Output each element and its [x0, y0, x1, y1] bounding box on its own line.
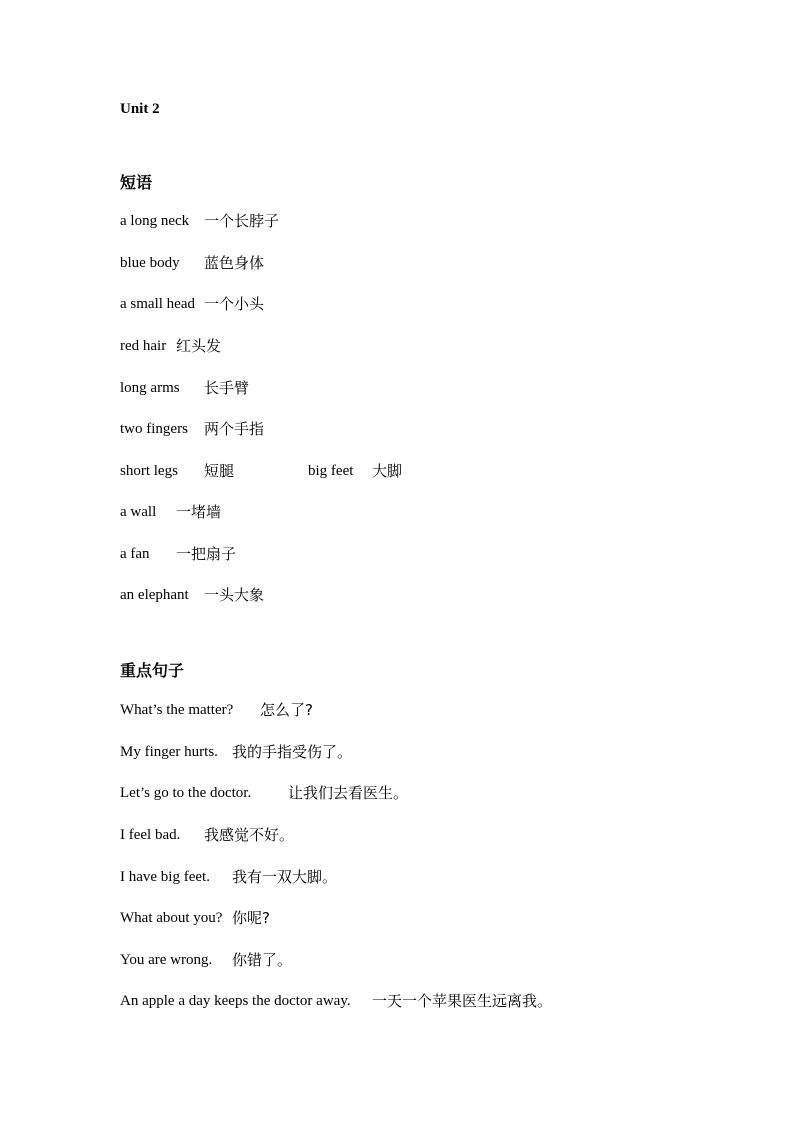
- phrase-chinese: 一个小头: [204, 295, 265, 313]
- phrase-chinese: 红头发: [176, 337, 222, 355]
- phrase-chinese: 一头大象: [204, 586, 265, 604]
- sentences-heading: 重点句子: [120, 661, 185, 680]
- phrase-english: blue body: [120, 255, 180, 271]
- sentence-english: My finger hurts.: [120, 744, 218, 760]
- phrase-english: big feet: [308, 463, 354, 479]
- sentence-chinese: 我有一双大脚。: [232, 868, 338, 886]
- phrase-chinese: 两个手指: [204, 420, 265, 438]
- phrases-heading: 短语: [120, 173, 153, 192]
- phrase-english: short legs: [120, 463, 178, 479]
- sentence-chinese: 怎么了?: [260, 701, 313, 719]
- sentence-english: I have big feet.: [120, 869, 210, 885]
- phrase-english: an elephant: [120, 587, 189, 603]
- phrase-english: a long neck: [120, 213, 190, 229]
- phrase-english: red hair: [120, 338, 167, 354]
- phrase-chinese: 一把扇子: [176, 545, 237, 563]
- phrase-chinese: 一堵墙: [176, 503, 222, 521]
- sentence-english: You are wrong.: [120, 952, 213, 968]
- phrase-chinese: 大脚: [372, 462, 403, 480]
- sentence-english: What’s the matter?: [120, 702, 234, 718]
- sentence-chinese: 你错了。: [232, 951, 293, 969]
- phrase-chinese: 蓝色身体: [204, 254, 265, 272]
- phrase-chinese: 长手臂: [204, 379, 250, 397]
- sentence-chinese: 一天一个苹果医生远离我。: [372, 992, 553, 1010]
- unit-title: Unit 2: [120, 101, 160, 117]
- sentence-chinese: 让我们去看医生。: [288, 784, 409, 802]
- sentence-english: What about you?: [120, 910, 223, 926]
- sentence-english: I feel bad.: [120, 827, 181, 843]
- sentence-english: Let’s go to the doctor.: [120, 785, 252, 801]
- sentence-english: An apple a day keeps the doctor away.: [120, 993, 351, 1009]
- phrase-english: two fingers: [120, 421, 188, 437]
- phrase-chinese: 短腿: [204, 462, 235, 480]
- phrase-english: a wall: [120, 504, 157, 520]
- phrase-chinese: 一个长脖子: [204, 212, 280, 230]
- phrase-english: a small head: [120, 296, 195, 312]
- sentence-chinese: 我的手指受伤了。: [232, 743, 353, 761]
- sentence-chinese: 你呢?: [232, 909, 270, 927]
- sentence-chinese: 我感觉不好。: [204, 826, 295, 844]
- phrase-english: long arms: [120, 380, 180, 396]
- phrase-english: a fan: [120, 546, 150, 562]
